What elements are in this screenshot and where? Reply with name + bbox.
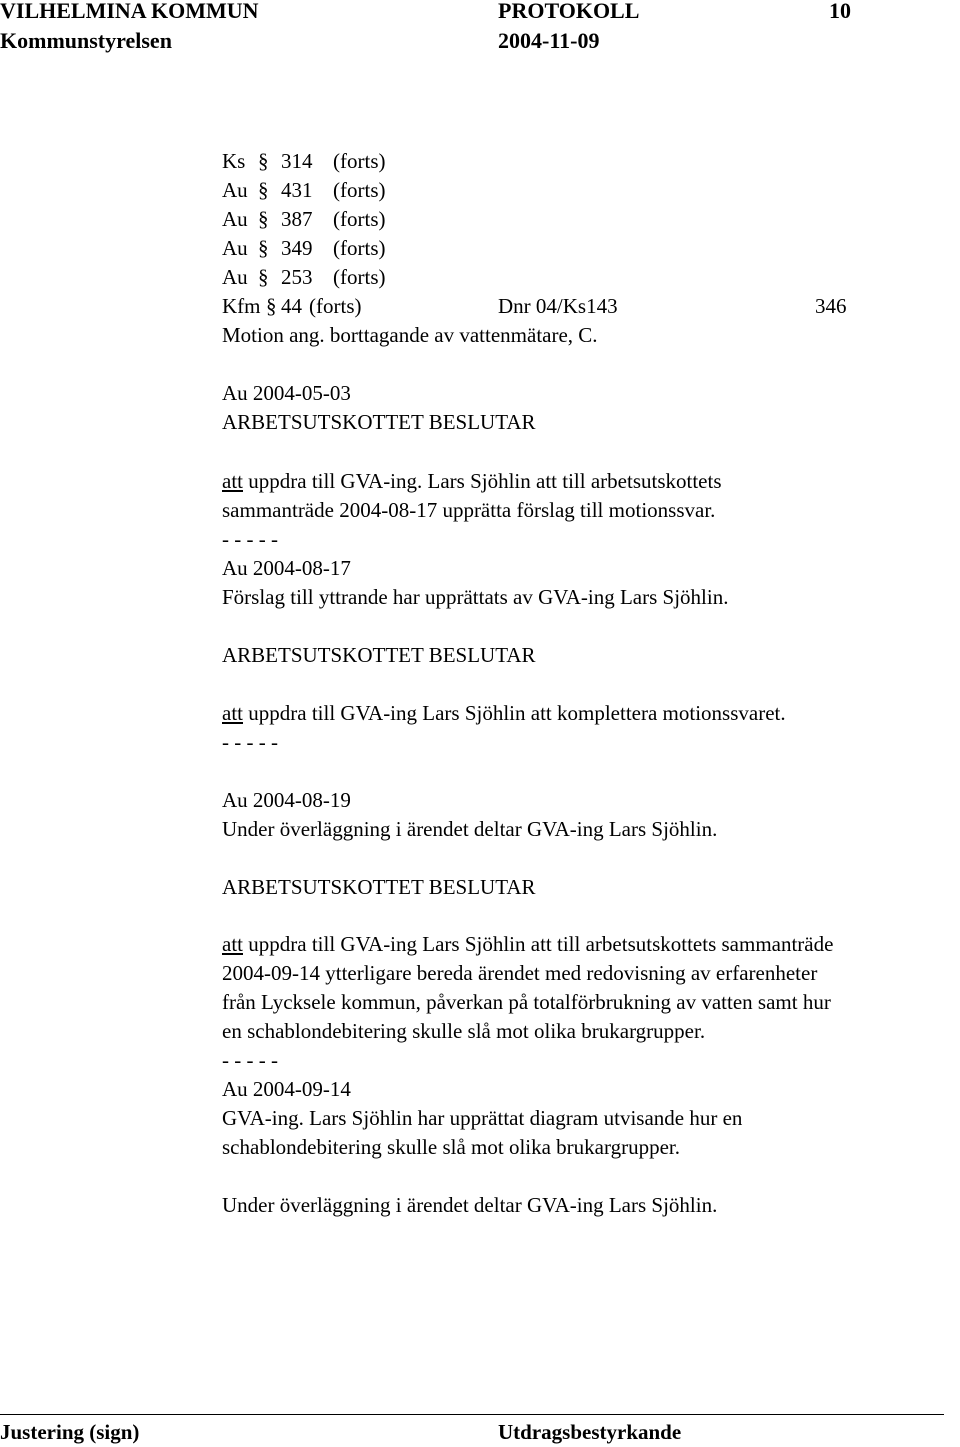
paragraph-number: 346 [815, 294, 847, 318]
decision-text [222, 703, 786, 724]
section-date: Au 2004-08-19 [222, 788, 351, 812]
ref-note: (forts) [309, 294, 362, 318]
ref-org: Au [222, 265, 248, 289]
decision-heading: ARBETSUTSKOTTET BESLUTAR [222, 410, 536, 434]
decision-text-cont: från Lycksele kommun, påverkan på totalförbrukning av vatten samt hur [222, 990, 831, 1014]
section-symbol: § [258, 149, 269, 173]
ref-org: Au [222, 178, 248, 202]
decision-text-cont: 2004-09-14 ytterligare bereda ärendet med redovisning av erfarenheter [222, 961, 818, 985]
section-symbol: § [258, 207, 269, 231]
dnr: Dnr 04/Ks143 [498, 294, 618, 318]
att-keyword: att [222, 701, 243, 725]
header-page-number: 10 [829, 0, 851, 23]
subject: Motion ang. borttagande av vattenmätare, C. [222, 323, 598, 347]
section-symbol: § [266, 294, 277, 318]
decision-text-rest: uppdra till GVA-ing Lars Sjöhlin att till arbetsutskottets sammanträde [243, 932, 834, 956]
section-date: Au 2004-08-17 [222, 556, 351, 580]
ref-number: 44 [281, 294, 302, 318]
decision-text-rest: uppdra till GVA-ing Lars Sjöhlin att komplettera motionssvaret. [243, 701, 786, 725]
header-body: Kommunstyrelsen [0, 28, 172, 53]
att-keyword: att [222, 932, 243, 956]
separator: - - - - - [222, 527, 278, 551]
section-text: Under överläggning i ärendet deltar GVA-ing Lars Sjöhlin. [222, 1193, 718, 1217]
header-doc-type: PROTOKOLL [498, 0, 640, 23]
section-symbol: § [258, 178, 269, 202]
ref-number: 387 [281, 207, 313, 231]
ref-org: Au [222, 207, 248, 231]
ref-note: (forts) [333, 236, 386, 260]
ref-number: 349 [281, 236, 313, 260]
decision-text-cont: en schablondebitering skulle slå mot olika brukargrupper. [222, 1019, 706, 1043]
ref-number: 431 [281, 178, 313, 202]
separator: - - - - - [222, 730, 278, 754]
section-date: Au 2004-05-03 [222, 381, 351, 405]
ref-note: (forts) [333, 149, 386, 173]
decision-text [222, 934, 833, 955]
att-keyword: att [222, 469, 243, 493]
ref-number: 253 [281, 265, 313, 289]
ref-org: Ks [222, 149, 246, 173]
decision-text [222, 471, 722, 492]
ref-note: (forts) [333, 207, 386, 231]
section-text: Under överläggning i ärendet deltar GVA-ing Lars Sjöhlin. [222, 817, 718, 841]
decision-heading: ARBETSUTSKOTTET BESLUTAR [222, 875, 536, 899]
section-date: Au 2004-09-14 [222, 1077, 351, 1101]
footer-justering: Justering (sign) [0, 1420, 140, 1444]
decision-text-rest: uppdra till GVA-ing. Lars Sjöhlin att till arbetsutskottets [243, 469, 722, 493]
ref-org: Kfm [222, 294, 261, 318]
header-date: 2004-11-09 [498, 28, 600, 53]
header-municipality: VILHELMINA KOMMUN [0, 0, 259, 23]
ref-note: (forts) [333, 178, 386, 202]
section-symbol: § [258, 236, 269, 260]
decision-text-cont: sammanträde 2004-08-17 upprätta förslag till motionssvar. [222, 498, 716, 522]
footer-rule [0, 1414, 944, 1415]
separator: - - - - - [222, 1048, 278, 1072]
section-text: GVA-ing. Lars Sjöhlin har upprättat diagram utvisande hur en [222, 1106, 743, 1130]
section-symbol: § [258, 265, 269, 289]
ref-org: Au [222, 236, 248, 260]
decision-heading: ARBETSUTSKOTTET BESLUTAR [222, 643, 536, 667]
section-text-cont: schablondebitering skulle slå mot olika brukargrupper. [222, 1135, 681, 1159]
ref-number: 314 [281, 149, 313, 173]
ref-note: (forts) [333, 265, 386, 289]
section-text: Förslag till yttrande har upprättats av GVA-ing Lars Sjöhlin. [222, 585, 729, 609]
footer-utdrag: Utdragsbestyrkande [498, 1420, 682, 1444]
